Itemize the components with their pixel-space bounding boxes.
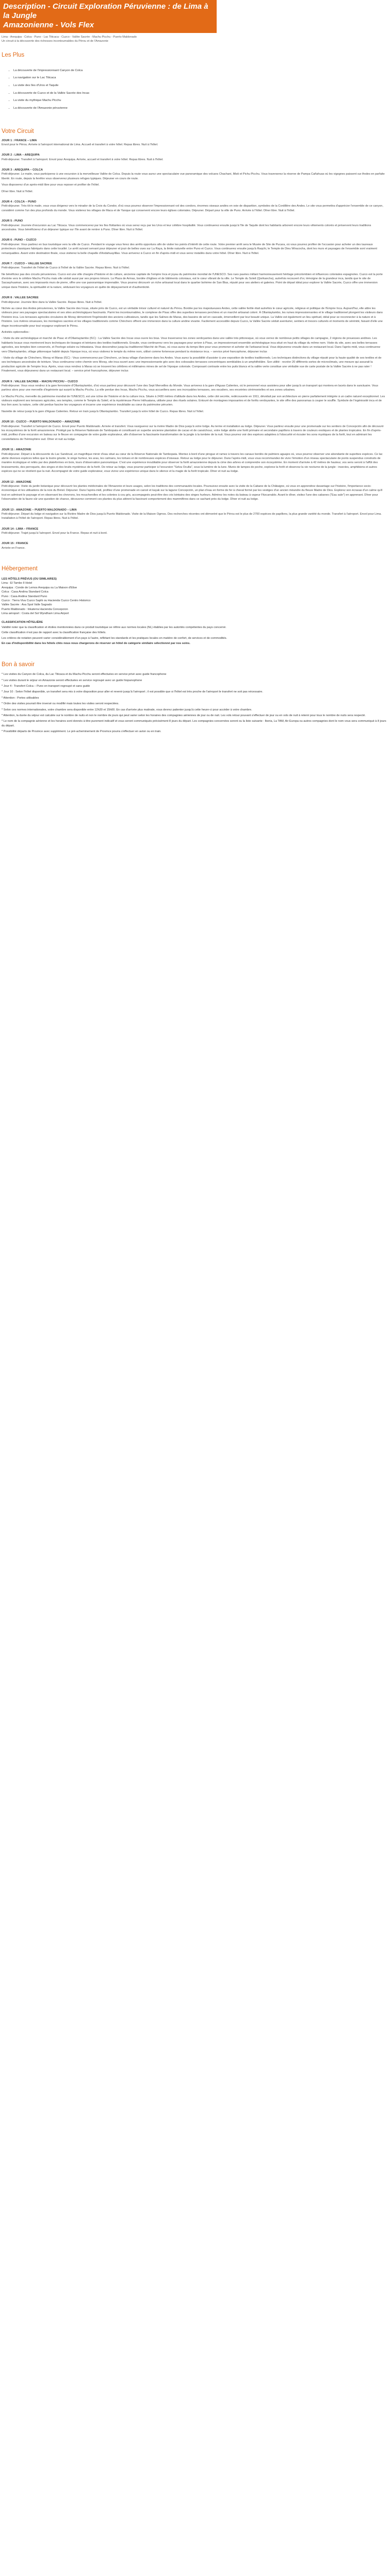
day-paragraph: Petit-déjeuner. Transfert de l'hôtel de Cuzco à l'hôtel de la Vallée Sacrée. Repas libres. Nuit à l'hôtel. <box>2 266 130 270</box>
hotel-line: Lima : El Tambo II Hotel <box>2 582 32 585</box>
day-paragraph: Petit-déjeuner. Trajet jusqu'à l'aéroport. Envol pour la France. Repas et nuit à bord. <box>2 532 108 535</box>
circuit-days <box>0 139 388 551</box>
plus-item: • La découverte de Cuzco et de la Vallée Sacrée des Incas <box>13 91 391 96</box>
day-block <box>0 168 388 194</box>
day-paragraph: Dîner libre. Nuit à l'hôtel. <box>2 190 34 193</box>
day-paragraph: Arrivée en France. <box>2 546 26 550</box>
day-paragraph: Envol pour le Pérou. Arrivée à l'aéroport international de Lima. Accueil et transfert à votre hôtel. Repas libres. Nuit à l'hôtel. <box>2 143 158 146</box>
day-title: JOUR 11 : AMAZONIE <box>2 448 31 452</box>
day-title: JOUR 4 : COLCA – PUNO <box>2 200 37 204</box>
day-paragraph: Petit-déjeuner. Transfert à l'aéroport de Cuzco. Envol pour Puerto Maldonado. Arrivée et transfert. Vous naviguerez sur la rivière Madre de Dios jusqu'à votre lodge. Au terme et installation au lodge. Déjeuner. Vous partirez ensuite pour une promenade sur les sentiers de Concepción afin de découvrir les écosystèmes de la forêt amazonienne. Protégé par la Réserve Nationale de Tambopata et constituant un superbe ancienne plantation de cacao et de caoutchouc, votre lodge abrite une forêt primaire et secondaire papillons à travers de couleurs exotiques et de plantes tropicales. En fin d'après-midi, profitez d'une excursion en bateau sur le fleuve en compagnie de votre guide explorateur, afin d'observer la fascinante transformation de la jungle à la tombée de la nuit. Vous pourrez voir des espèces adaptées à l'obscurité et écouter les sons mystiques de la forêt, tout en admirant les constellations de l'hémisphère sud. Dîner et nuit au lodge. <box>2 425 384 441</box>
day-paragraph: - Visite du village de Chinchero, Moray et Maras (f1C) : Vous commencerez par Chinchero, un beau village d'ancienne dans les Andes. Vous aurez la possibilité d'assister à une exposition de textiles traditionnels. Les techniques distinctives du village réputé pour la haute qualité de ses textiles et de ses techniques ancestrales de teinture. Vous continuerez votre chemin vers Moray, site inca ouvert avec une impressionnante géo avec des colossales terrasses concentriques semblables à un amphithéâtre. Son utilité : recréer 20 différents sortes de microclimats, une mesure qui assurait la production agricole de l'empire Inca. Après, vous vous rendrez à Maras où se trouvent les célèbres et millénaires mines de sel de l'époque coloniale. Composant contraste entre les puits blancs et la vallée verte constitue une véritable vue de carte postale de la Vallée Sacrée à ne pas rater ! Finalement, vous déjeunerez dans un restaurant local. – service privé francophone, déjeuner inclus <box>2 356 382 373</box>
bon-a-savoir-item: * Attention, la durée du séjour est calculée sur le nombre de nuits et non le nombre de jours qui peut varier selon les horaires des compagnies aériennes de jour ou de nuit. Les vols retour pouvant s'effectuer de jour ou en vols de nuit à retenir pour tous le nombre de nuits sera respecté. <box>2 714 366 718</box>
bon-a-savoir-item: * Attention : Portes utilisables <box>2 696 39 700</box>
section-title-circuit: Votre Circuit <box>2 128 34 134</box>
day-paragraph: Le Machu Picchu, merveille du patrimoine mondial de l'UNESCO, est une icône de l'histoire et de la culture inca. Située à 2430 mètres d'altitude dans les Andes, cette cité secrète, redécouverte en 1911, dévoilait par son architecture en pierre parfaitement intégrée à un cadre naturel exceptionnel. Les visiteurs explorent ses terrasses agricoles, ses temples, comme le Temple du Soleil, et la mystérieuse Pierre Intihuatana, utilisée pour des rituels solaires. Entouré de montagnes imposantes et de forêts verdoyantes, le site offre des panoramas à couper le souffle. Symbole de l'ingéniosité inca et de leur lien avec la nature, cette cité perdue fascine les voyageurs et incarne une expérience inoubliable au cœur du patrimoine péruvien. <box>2 395 385 407</box>
bon-a-savoir-item: * Possibilité départs de Province avec supplément. Le pré-acheminement de Province pourra s'effectuer en avion ou en train. <box>2 730 161 734</box>
day-block <box>0 238 388 256</box>
page <box>0 0 391 750</box>
day-paragraph: Petit-déjeuner. Transfert à l'aéroport. Envol pour Arequipa. Arrivée, accueil et transfert à votre hôtel. Repas libres. Nuit à l'hôtel. <box>2 158 164 161</box>
day-paragraph: Petit-déjeuner. Vous partirez en bus touristique vers la ville de Cuzco. Pendant le voyage vous ferez des arrêts opportuns afin de visiter les points d'intérêt de cette route. Votre premier arrêt sera le Musée de Site de Pucara, où vous pourrez profiter de l'occasion pour acheter un des taureaux protecteurs classiques fabriqués dans cette localité. Le arrêt suivant servant pour déjeuner et jouir de belles vues sur La Raya, la limite naturelle entre Puno et Cuzco. Vous continuerez ensuite jusqu'à Raqchi, le Temple de Dieu Wiracocha, dont les murs et paysages de l'ensemble sont vraiment remarquables. Avant votre destination finale, vous visiterez la belle chapelle d'Andahuaylillas. Vous arriverez à Cuzco en fin d'après-midi et vous serez installés dans votre hôtel. Dîner libre. Nuit à l'hôtel. <box>2 243 378 255</box>
bon-a-savoir-item: * Le nom de la compagnie aérienne et les horaires sont donnés à titre purement indicatif et vous seront communiqués précisément 8 jours du départ. Les compagnies concernées seront ou la liste suivante : Iberia, La TAM, Air Europa ou autres compagnies dont le nom vous sera communiqué à 8 jours du départ. <box>2 720 386 727</box>
section-title-hebergement: Hébergement <box>2 566 38 572</box>
disclaimer-strong: En cas d'indisponibilité dans les hôtels cités nous nous chargerons de réserver un hôtel de catégorie similaire sélectionné par nos soins. <box>2 642 190 646</box>
bon-a-savoir-list <box>0 672 391 734</box>
hotels-list <box>2 581 389 616</box>
day-paragraph: Nichée au cœur des Andes péruviennes, la Vallée Sacrée des Incas, située près de Cuzco, est un véritable trésor culturel et naturel du Pérou. Bordée par les majestueuses Andes, cette vallée fertile était autrefois le cœur agricole, religieux et politique de l'Empire Inca. Aujourd'hui, elle attire les visiteurs pour ses paysages spectaculaires et ses sites archéologiques fascinants. Parmi les incontournables, le complexe de Pisac offre des superbes terrasses perchées et un marché artisanal coloré. À Ollantaytambo, les ruines impressionnantes et le village traditionnel plongent les visiteurs dans l'histoire inca. Les terrasses agricoles circulaires de Moray démontrent l'ingéniosité des anciens cultivateurs, tandis que les Salines de Maras, des bassins de sel en cascade, émerveillent par leur beauté unique. La Vallée est également un lieu spirituel, idéal pour se reconnecter à la nature et à l'histoire. Les rivières sinueuses, les montagnes sacrées et les villages traditionnels comme Chinchero offrent une immersion dans la culture andine vivante. Facilement accessible depuis Cuzco, la Vallée Sacrée séduit aventurier, sentiers et tresors culturels et moments de sérénité, faisant d'elle une étape incontournable pour tout voyageur explorant le Pérou. <box>2 307 383 328</box>
bon-a-savoir-item: * Ordre des visites pourrait être inversé ou modifié mais toutes les visites seront respectées. <box>2 702 119 706</box>
hebergement-section <box>0 577 391 646</box>
hotel-line: Lima aéroport : Costa del Sol Wyndham Lima Airport <box>2 612 69 616</box>
day-title: JOUR 5 : PUNO <box>2 219 23 223</box>
disclaimer-text <box>2 641 389 646</box>
day-block <box>0 380 388 414</box>
intro-text: Un circuit à la découverte des richesses incontournables du Pérou et de l'Amazonie <box>2 40 108 43</box>
day-paragraph: Vous disposerez d'un après-midi libre pour vous reposer et profiter de l'hôtel. <box>2 183 100 187</box>
day-block <box>0 448 388 473</box>
day-paragraph: Petit-déjeuner. Journée d'excursion au Lac Titicaca. Vous commencerez par les îles flottantes où vous serez reçu par les Uros et leur célèbre hospitalité. Vous continuerez ensuite jusqu'à l'île de Taquile dont les habitants arborent encore leurs vêtements colorés et préservent leurs traditions ancestrales. Vous bénéficierez d'un déjeuner typique sur l'île avant de rentrer à Puno. Dîner libre. Nuit à l'hôtel. <box>2 224 371 231</box>
day-title: JOUR 13 : AMAZONIE – PUERTO MALDONADO – LIMA <box>2 508 77 512</box>
day-paragraph: Petit-déjeuner. Très tôt le matin, vous vous dirigerez vers le mirador de la Croix du Condor, d'où vous pourrez observer l'impressionnant vol des condors, énormes oiseaux andins en voie de disparition, symboles de la Cordillère des Andes. Le site vous permettra d'apprécier l'ensemble de ce canyon, considéré comme l'un des plus profonds du monde. Vous visiterez les villages de Maca et de Yanque qui conservent encore leurs églises coloniales. Déjeuner. Départ pour la ville de Puno. Arrivée à l'hôtel. Dîner libre. Nuit à l'hôtel. <box>2 205 383 212</box>
page-title <box>3 2 214 30</box>
hotel-line: Colca : Casa Andina Standard Colca <box>2 590 48 594</box>
day-block <box>0 153 388 162</box>
bon-a-savoir-item: * Les visites du Canyon de Colca, du Lac Titicaca et du Machu Picchu seront effectuées en service privé avec guide francophone <box>2 673 167 676</box>
day-paragraph: Petit-déjeuner. Départ du lodge et navigation sur la Rivière Madre de Dios jusqu'à Puerto Maldonado. Visite de la Maison Ogmos. Des recherches récentes ont démontré que le Pérou est le plus de 2700 espèces de papillons, la plus grande variété du monde. Transfert à l'aéroport. Envol pour Lima. Installation à l'hôtel de l'aéroport. Repas libres. Nuit à l'hôtel. <box>2 512 382 520</box>
day-title: JOUR 7 : CUZCO – VALLEE SACREE <box>2 262 52 265</box>
criteria-text: Les critères de notation peuvent varier considérablement d'un pays à l'autre, reflétant les standards et les pratiques locales en matière de confort, de services et de commodités. <box>2 636 227 640</box>
hotel-line: Cuzco : Tierra Viva Cuzco Saphi ou Hacienda Cuzco Centro Historico <box>2 599 91 602</box>
day-paragraph: Petit-déjeuner. Vous vous rendrez à la gare ferroviaire d'Ollantaytambo, d'où vous partirez pour découvrir l'une des Sept Merveilles du Monde. Vous arriverez à la gare d'Aguas Calientes, où le personnel vous assistera pour aller jusqu'à un transport qui montera en lacets dans le sanctuaire. Vous partirez alors pour une merveille d'ingénierie qui surprit la Machu Picchu. La ville perdue des Incas, Machu Picchu, vous accueillera avec ses incroyables terrasses, ses escaliers, ses enceintes cérémonielles et ses zones urbaines. <box>2 384 379 392</box>
breadcrumb: Lima - Arequipa - Colca - Puno - Lac Titicaca - Cuzco - Vallée Sacrée - Machu Picchu - Puerto Maldonado <box>2 36 137 39</box>
day-title: JOUR 14 : LIMA – FRANCE <box>2 527 39 531</box>
hotels-title: LES HÔTELS PRÉVUS (OU SIMILAIRES) <box>2 578 57 581</box>
page-title-line1: Description - Circuit Exploration Péruvienne : de Lima à la Jungle <box>3 2 208 20</box>
plus-item: • La découverte de l'impressionnant Canyon de Colca <box>13 69 391 73</box>
day-title: JOUR 9 : VALLEE SACREE – MACHU PICCHU – CUZCO <box>2 380 78 383</box>
categorie-text: Cette classification n'est pas de rapport avec la classification française des hôtels. <box>2 631 106 635</box>
classification-text: Validité noter que la classification et étoiles mentionnées dans ce produit touristique se réfère aux normes locales (NL) établies par les autorités compétentes du pays concerné. <box>2 625 226 629</box>
day-block <box>0 541 388 550</box>
section-title-plus: Les Plus <box>2 52 25 58</box>
plus-item: • La découverte de l'Amazonie péruvienne <box>13 106 391 111</box>
day-title: JOUR 2 : LIMA – AREQUIPA <box>2 154 40 157</box>
hotel-line: Puno : Casa Andina Standard Puno <box>2 595 47 598</box>
title-banner <box>0 0 217 33</box>
bon-a-savoir-item: * Les visites durant le séjour en Amazonie seront effectuées en service regroupé avec un guide hispanophone <box>2 679 142 682</box>
bon-a-savoir-item: * Jour 10 : Selon l'hôtel disponible, un transfert sera mis à votre disposition pour aller et revenir jusqu'à l'aéroport ; il est possible que si l'hôtel est très proche de l'aéroport le transfert ne soit pas nécessaire. <box>2 690 263 694</box>
day-block <box>0 296 388 373</box>
day-block <box>0 480 388 502</box>
day-title: JOUR 12 : AMAZONIE <box>2 480 31 484</box>
day-paragraph: Petit-déjeuner. Le matin, vous participerez à une excursion à la merveilleuse Vallée de Colca. Depuis la route vous aurez une spectaculaire vue panoramique des volcans Chachani, Misti et Pichu Picchu. Vous traverserez la réserve de Pampa Cañahuas où les vigognes paissent sur Andes en parfaite liberté. En route, depuis la fenêtre vous observerez plusieurs refuges typiques. Déjeuner en cours de route. <box>2 173 385 180</box>
hotel-line: Arequipa : Conde de Lemos Arequipa ou La Maison d'Elise <box>2 586 77 589</box>
section-title-bon-a-savoir: Bon à savoir <box>2 661 35 668</box>
day-title: JOUR 3 : AREQUIPA – COLCA <box>2 168 43 172</box>
day-title: JOUR 8 : VALLEE SACREE <box>2 296 39 300</box>
day-block <box>0 508 388 521</box>
bon-a-savoir-item: * Selon ces normes internationales, votre chambre sera disponible entre 12h30 et 15h00. En cas d'arrivée plus matinale, vous devrez patienter jusqu'à cette heure-ci pour accéder à votre chambre. <box>2 708 252 711</box>
day-block <box>0 200 388 213</box>
day-title: JOUR 6 : PUNO – CUZCO <box>2 239 37 242</box>
day-paragraph: Petit-déjeuner. Journée libre dans la Vallée Sacrée. Repas libres. Nuit à l'hôtel. <box>2 300 102 304</box>
day-paragraph: Activités optionnelles : <box>2 331 30 334</box>
day-paragraph: Petit-déjeuner. Visite du jardin botanique pour découvrir les plantes médicinales de l'Amazonie et leurs usages, selon les traditions des communautés locales. Poursuivez ensuite avec la visite de la Cabane de la Châtaigne, où vous en apprendrez davantage sur l'histoire, l'importance socio-économique et les utilisations de la noix du Brésil. Déjeuner. Dans l'après-midi, profitez d'une promenade en canoë et kayak sur la lagune Concepción, un plan d'eau en forme de fer à cheval formé par les vestiges d'un ancien méandre du fleuve Madre de Dios. Explorez son écrasas d'un calme qu'il tout en admirant le paysage et en observant les chevrons, les moucherolles et les colonies à cou gris, accompagnés peut-être des cris lointains des singes hurleurs. Admirez les notes du bateau à vapeur Fitzcarraldo. Avant le dîner, visitez l'une des cabanes ("Eau sale") en apprenant. Dîner pour l'observation de la faune sûr une question de chance, découvrez comment ces plantes du plus attirent la fascinant comportement des mammifères dans ce sachant près du lodge. Dîner et nuit au lodge. <box>2 484 383 501</box>
hotel-line: Puerto Maldonado : Inkaterra Hacienda Concepcion <box>2 607 68 611</box>
day-paragraph: Petit-déjeuner. Départ à la découverte du Lac Sandoval, un magnifique miroir d'eau situé au cœur de la Réserve Nationale de Tambopata. Montez à bord d'une pirogue et ramez à travers les canaux bordés de palmiers aguajes où, vous pourrez observer une abondante de superbes espèces. Ce lac abrite diverses espèces telles que la loutre géante, le singe hurleur, les aras, les caïmans, les tortues et de nombreuses espèces d'oiseaux. Retour au lodge pour le déjeuner. Dans l'après-midi, vous vous recommandez de vivre l'émotion d'un réseau spectaculaire de ponts suspendus construits de manière écologique et reliés par des plateformes en bois, tours d'observation panoramique. C'est une expérience inoubliable pour observer la forêt amazonienne depuis la cime des arbres et comprendre son écosystème. En moment d'arrivée à 42 mètres de hauteur, vos sens seront à l'affût des bruissements, des perroquets, des singes et des bruits mystérieux de la forêt. De retour au lodge, vous pourrez participer à l'excursion "Selva Oculta", sous la lumière de la lune. Munis de lampes de poche, explorez la forêt et observez la vie nocturne de la jungle : insectes, amphibiens et autres espèces qui ne se révèlent que la nuit. Accompagné de votre guide explorateur, vous vivrez une expérience unique dans le silence et la magie de la forêt tropicale. Dîner et nuit au lodge. <box>2 452 383 473</box>
plus-item: • La navigation sur le Lac Titicaca <box>13 76 391 80</box>
day-block <box>0 420 388 442</box>
page-title-line2: Amazonienne - Vols Flex <box>3 21 94 29</box>
hotel-line: Vallée Sacrée : Ava Spot Valle Sagrado <box>2 603 52 607</box>
day-paragraph: Naviette de retour jusqu'à la gare d'Aguas Calientes. Retour en train jusqu'à Ollantaytambo. Transfert jusqu'à votre hôtel de Cuzco. Repas libres. Nuit à l'hôtel. <box>2 410 204 413</box>
plus-item: • La visite du mythique Machu Picchu <box>13 98 391 103</box>
day-paragraph: - Visite du site archéologique et marché de Pisac et d'Ollantaytambo (f1C) : La Vallée Sacrée des Incas vous ouvre les bras. Vous traverserez les zones verdoyantes dans une vallée très pittoresque, où vous verrez de nombreux petits villages de campagne, 2 régions de prouesses andines. Les habitants locaux vous montreront leurs techniques de tissages et teintures des textiles traditionnels. Ensuite, vous continuerez vers les paysages pour arriver à Pisac, un impressionnant ensemble archéologique inca situé en haut du village du même nom. Visite du site, avec ses belles terrasses agricoles, ses temples bien conservés, et l'horloge solaire ou Intiwatana. Vous descendrez jusqu'au traditionnel Marché de Pisac, où vous aurez du temps libre pour vous promener et acheter de l'artisanat local. Vous déjeunerez ensuite dans un restaurant local. Dans l'après-midi, vous continuerez vers Ollantaytambo, village pittoresque habité depuis l'époque inca, où vous visiterez le temple du même nom, utilisé comme forteresse pendant la résistance inca. – service privé francophone, déjeuner inclus <box>2 337 381 353</box>
classification-title: CLASSIFICATION HÔTELIÈRE <box>2 620 43 624</box>
plus-item: • La visite des îles d'Uros et Taquile <box>13 83 391 88</box>
day-block <box>0 262 388 290</box>
bon-a-savoir-item: * Jour 4 : Transfert Colca – Puno en transport regroupé et sans guide <box>2 685 90 688</box>
day-title: JOUR 10 : CUZCO – PUERTO MALDONADO – AMAZONIE <box>2 420 80 424</box>
plus-list <box>0 69 391 111</box>
day-title: JOUR 1 : FRANCE – LIMA <box>2 139 37 142</box>
day-block <box>0 139 388 147</box>
day-title: JOUR 15 : FRANCE <box>2 542 28 546</box>
day-paragraph: Ne bénéficiez pas des circuits péruviennes. Cuzco est une ville chargée d'histoire et de culture, ancienne capitale de l'empire Inca et joyau du patrimoine mondial de l'UNESCO. Ses rues pavées mêlant harmonieusement héritage précolombien et influences coloniales espagnoles. Cuzco est la porte d'entrée vers le célèbre Machu Picchu mais elle séduit aussi par ses propres trésors. La Plaza de Armas, bordée d'églises et de bâtiments coloniaux, est le cœur vibrant de la ville. Le Temple du Soleil (Qorikancha), autrefois recouvert d'or, témoigne de la grandeur inca, tandis que le site de Sacsayhuaman, avec ses imposants murs de pierre, offre une vue panoramique imprenable. Vous pourrez découvrir un riche artisanat local dans le quartier bohème de San Blas, réputé pour ses ateliers et galeries. Point de départ idéal pour explorer la Vallée Sacrée, Cuzco offre une immersion unique dans l'histoire, la spiritualité et la nature, séduisant les voyageurs en quête de dépaysement et d'authenticité. <box>2 273 383 289</box>
day-block <box>0 527 388 536</box>
day-block <box>0 219 388 232</box>
